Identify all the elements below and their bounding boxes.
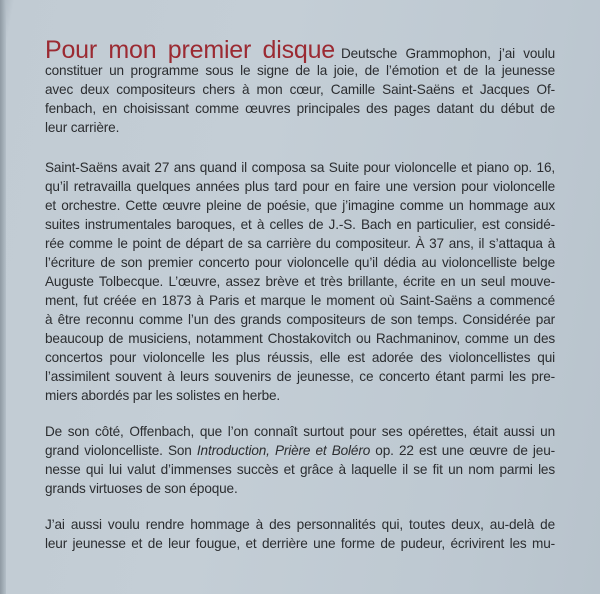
text-line: miers abordés par les solistes en herbe. — [45, 388, 281, 403]
text-line: suites instrumentales baroques, et à celles de J.-S. Bach en particulier, est considé- — [45, 217, 555, 232]
text-line: Saint-Saëns avait 27 ans quand il composa sa Suite pour violoncelle et piano op. 16, — [45, 160, 555, 175]
paragraph-saint-saens — [45, 158, 555, 405]
text-line: ment, fut créée en 1873 à Paris et marque le moment où Saint-Saëns a commencé — [45, 293, 555, 308]
text-line: Auguste Tolbecque. L’œuvre, assez brève et très brillante, écrite en un seul mouve- — [45, 274, 555, 289]
text-line: beaucoup de musiciens, notamment Chostakovitch ou Rachmaninov, comme un des — [45, 331, 555, 346]
text-line: l’assimilent souvent à leurs souvenirs de jeunesse, ce concerto étant parmi les pre- — [45, 369, 555, 384]
text-line: avec deux compositeurs chers à mon cœur, Camille Saint-Saëns et Jacques Of- — [45, 82, 555, 97]
text-line: rée comme le point de départ de sa carrière du compositeur. À 37 ans, il s’attaqua à — [45, 236, 555, 251]
paragraph-offenbach — [45, 422, 555, 498]
text-line: et orchestre. Cette œuvre pleine de poésie, que j’imagine comme un hommage aux — [45, 198, 555, 213]
text-segment: op. 22 est une œuvre de jeu- — [370, 443, 556, 458]
text-line-content: Deutsche Grammophon, j’ai voulu — [340, 46, 555, 61]
page-title: Pour mon premier disque — [45, 36, 335, 64]
page-edge-shadow — [0, 0, 6, 594]
paragraph-intro — [45, 36, 555, 137]
text-line: leur jeunesse et de leur fougue, et derrière une forme de pudeur, écrivirent les mu- — [45, 536, 555, 551]
paragraph-hommage — [45, 515, 555, 553]
text-line: nesse qui lui valut d’immenses succès et grâce à laquelle il se fit un nom parmi les — [45, 462, 555, 477]
text-line: grands virtuoses de son époque. — [45, 481, 238, 496]
work-title-italic: Introduction, Prière et Boléro — [196, 443, 371, 458]
text-line — [45, 36, 555, 64]
text-line: fenbach, en choisissant comme œuvres principales des pages datant du début de — [45, 101, 555, 116]
text-line: à être reconnu comme l’un des grands compositeurs de son temps. Considérée par — [45, 312, 555, 327]
text-line: qu’il retravailla quelques années plus tard pour en faire une version pour violoncelle — [45, 179, 555, 194]
text-line: J’ai aussi voulu rendre hommage à des personnalités qui, toutes deux, au-delà de — [45, 517, 555, 532]
text-segment: grand violoncelliste. Son — [45, 443, 197, 458]
text-line: De son côté, Offenbach, que l’on connaît surtout pour ses opérettes, était aussi un — [45, 424, 555, 439]
text-line: constituer un programme sous le signe de la joie, de l’émotion et de la jeunesse — [45, 63, 555, 78]
text-line — [45, 441, 555, 460]
text-line: concertos pour violoncelle les plus réussis, elle est adorée des violoncellistes qui — [45, 350, 555, 365]
text-line: leur carrière. — [45, 120, 120, 135]
text-line: l’écriture de son premier concerto pour violoncelle qu’il dédia au violoncelliste belge — [45, 255, 555, 270]
